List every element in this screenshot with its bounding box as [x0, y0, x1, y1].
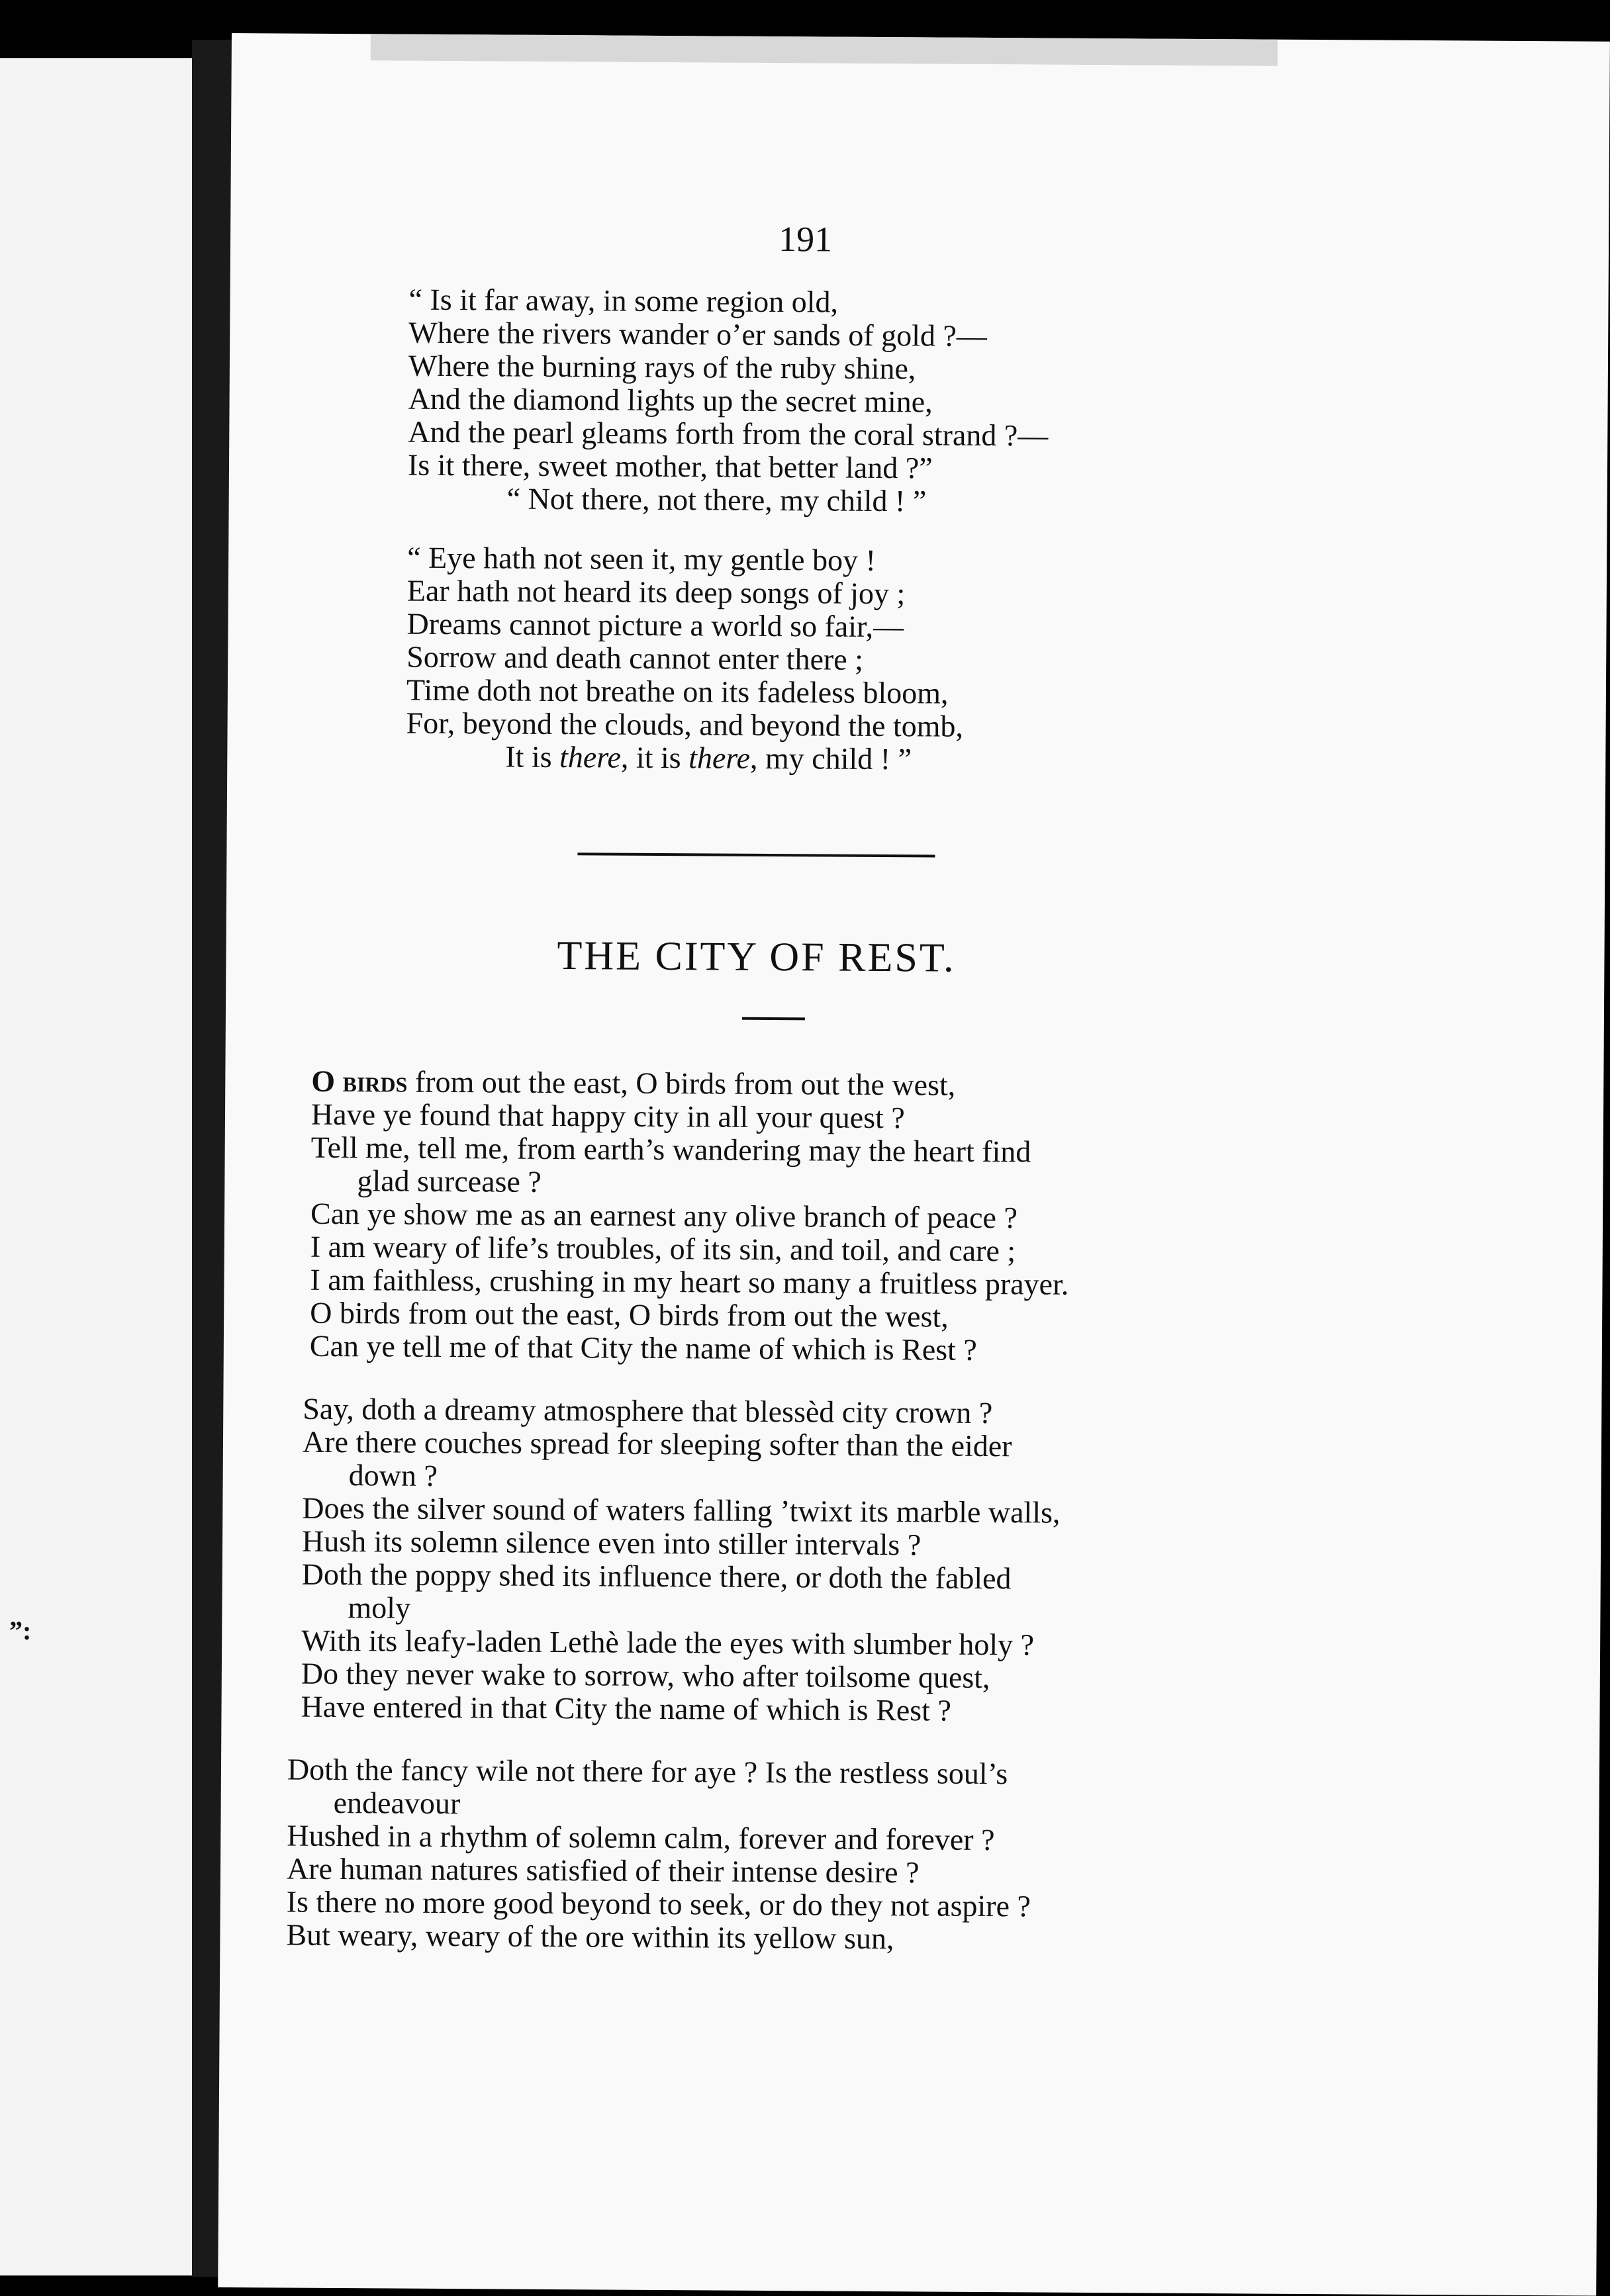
- stanza-1-line: Where the rivers wander o’er sands of gold ?—: [408, 315, 988, 353]
- stanza-3-line: glad surcease ?: [357, 1164, 542, 1199]
- stanza-4-line: Hush its solemn silence even into stiller intervals ?: [301, 1524, 922, 1562]
- stanza-1-line: Where the burning rays of the ruby shine,: [408, 348, 916, 386]
- stanza-5-line: Hushed in a rhythm of solemn calm, forever and forever ?: [287, 1818, 995, 1857]
- stanza-5-line: Is there no more good beyond to seek, or do they not aspire ?: [286, 1884, 1031, 1923]
- stanza-4-line: Doth the poppy shed its influence there, or doth the fabled: [301, 1557, 1012, 1596]
- page-number: 191: [778, 219, 833, 259]
- facing-page-mark: ”:: [9, 1616, 32, 1645]
- stanza-4-line: Say, doth a dreamy atmosphere that blessèd city crown ?: [303, 1391, 993, 1430]
- stanza-3-line: O birds from out the east, O birds from out the west,: [310, 1295, 949, 1334]
- stanza-3-line: I am weary of life’s troubles, of its sin, and toil, and care ;: [310, 1229, 1016, 1268]
- stanza-2-line: Dreams cannot picture a world so fair,—: [406, 606, 904, 644]
- section-separator: [577, 852, 935, 857]
- stanza-5-line: endeavour: [333, 1785, 461, 1821]
- stanza-2-line: For, beyond the clouds, and beyond the tomb,: [406, 706, 964, 743]
- stanza-2-line: Time doth not breathe on its fadeless bloom,: [406, 672, 949, 710]
- text-fragment: , my child ! ”: [749, 741, 912, 776]
- stanza-1-line: And the pearl gleams forth from the coral strand ?—: [408, 414, 1049, 453]
- italic-word: there: [688, 741, 751, 775]
- stanza-4-line: Does the silver sound of waters falling ’twixt its marble walls,: [302, 1491, 1061, 1530]
- stanza-4-line: With its leafy-laden Lethè lade the eyes with slumber holy ?: [301, 1623, 1035, 1662]
- stanza-4-line: down ?: [348, 1458, 438, 1492]
- stanza-3-line: [311, 1066, 955, 1101]
- stanza-2-last-line: [505, 739, 912, 776]
- stanza-2-line: Ear hath not heard its deep songs of joy ;: [406, 573, 906, 611]
- stanza-3-line: Have ye found that happy city in all your quest ?: [310, 1097, 905, 1135]
- stanza-5-line: Doth the fancy wile not there for aye ? Is the restless soul’s: [287, 1752, 1008, 1791]
- italic-word: there: [559, 740, 622, 774]
- stanza-1-line: Is it there, sweet mother, that better land ?”: [407, 447, 933, 485]
- stanza-3-line: Can ye tell me of that City the name of which is Rest ?: [309, 1328, 977, 1367]
- stanza-4-line: Do they never wake to sorrow, who after toilsome quest,: [301, 1656, 990, 1695]
- book-page: [218, 33, 1610, 2296]
- stanza-4-line: Are there couches spread for sleeping softer than the eider: [302, 1424, 1012, 1463]
- page-top-shadow: [371, 34, 1278, 66]
- stanza-1-line: And the diamond lights up the secret mine,: [408, 381, 933, 419]
- stanza-3-line: I am faithless, crushing in my heart so many a fruitless prayer.: [310, 1262, 1069, 1301]
- text-fragment: from out the east, O birds from out the west,: [407, 1064, 956, 1102]
- stanza-1-line: “ Is it far away, in some region old,: [408, 282, 839, 319]
- stanza-5-line: But weary, weary of the ore within its yellow sun,: [286, 1917, 894, 1956]
- stanza-5-line: Are human natures satisfied of their intense desire ?: [286, 1851, 920, 1890]
- stanza-4-line: Have entered in that City the name of which is Rest ?: [301, 1689, 952, 1727]
- stanza-2-line: Sorrow and death cannot enter there ;: [406, 639, 864, 676]
- text-fragment: It is: [505, 739, 560, 774]
- stanza-3-line: Can ye show me as an earnest any olive branch of peace ?: [310, 1196, 1018, 1235]
- stanza-3-line: Tell me, tell me, from earth’s wandering may the heart find: [310, 1130, 1031, 1169]
- title-rule: [742, 1017, 805, 1021]
- small-caps-opening: O birds: [311, 1064, 408, 1099]
- text-fragment: , it is: [620, 740, 689, 775]
- poem-title: THE CITY OF REST.: [557, 933, 956, 981]
- stanza-2-line: “ Eye hath not seen it, my gentle boy !: [407, 540, 876, 577]
- facing-page: [0, 58, 192, 2275]
- stanza-4-line: moly: [348, 1590, 411, 1625]
- stanza-1-line: “ Not there, not there, my child ! ”: [506, 481, 927, 518]
